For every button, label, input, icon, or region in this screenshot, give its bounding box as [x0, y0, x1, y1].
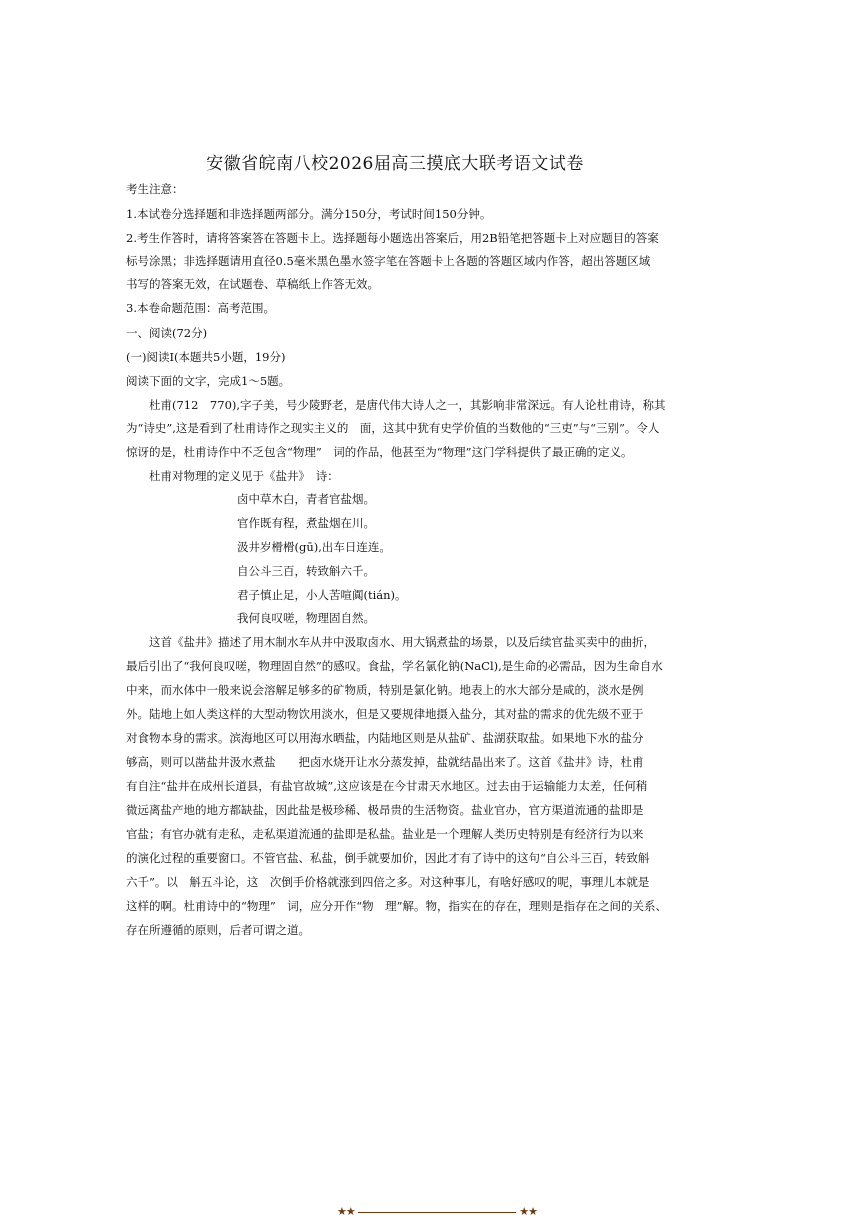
passage-line: 杜甫对物理的定义见于《盐井》 诗： [149, 469, 339, 483]
poem-line: 汲井岁榾榾(gū),出车日连连。 [237, 540, 391, 554]
poem-line: 君子慎止足，小人苦喧阗(tián)。 [237, 588, 407, 602]
page-title: 安徽省皖南八校2026届高三摸底大联考语文试卷 [206, 154, 584, 174]
section-part-heading: 一、阅读(72分) [126, 326, 208, 340]
notice-line: 1.本试卷分选择题和非选择题两部分。满分150分，考试时间150分钟。 [126, 207, 492, 221]
notice-line: 标号涂黑；非选择题请用直径0.5毫米黑色墨水签字笔在答题卡上各题的答题区域内作答，超出答题区域 [126, 254, 651, 268]
notice-line: 书写的答案无效，在试题卷、草稿纸上作答无效。 [126, 277, 379, 291]
notice-line: 3.本卷命题范围：高考范围。 [126, 301, 275, 315]
passage-line: 为“诗史”,这是看到了杜甫诗作之现实主义的 面，这其中犹有史学价值的当数他的“三吏”与“三别”。令人 [126, 421, 660, 435]
poem-line: 我何良叹嗟，物理固自然。 [237, 611, 375, 625]
passage-line: 惊讶的是，杜甫诗作中不乏包含“物理” 词的作品，他甚至为“物理”这门学科提供了最正确的定义。 [126, 445, 633, 459]
page-footer-ornament [337, 1205, 537, 1219]
passage-line: 对食物本身的需求。滨海地区可以用海水晒盐，内陆地区则是从盐矿、盐湖获取盐。如果地下水的盐分 [126, 731, 644, 745]
passage-line: 的演化过程的重要窗口。不管官盐、私盐，倒手就要加价，因此才有了诗中的这句“自公斗三百，转致斛 [126, 851, 650, 865]
passage-line: 这样的啊。杜甫诗中的“物理” 词，应分开作“物 理”解。物，指实在的存在，理则是指存在之间的关系、 [126, 899, 668, 913]
passage-line: 够高，则可以凿盐井汲水煮盐 把卤水烧开让水分蒸发掉，盐就结晶出来了。这首《盐井》诗，杜甫 [126, 755, 644, 769]
notice-line: 2.考生作答时，请将答案答在答题卡上。选择题每小题选出答案后，用2B铅笔把答题卡上对应题目的答案 [126, 231, 659, 245]
passage-line: 这首《盐井》描述了用木制水车从井中汲取卤水、用大锅煮盐的场景，以及后续官盐买卖中的曲折， [149, 635, 655, 649]
poem-line: 官作既有程，煮盐烟在川。 [237, 516, 375, 530]
notice-heading: 考生注意： [126, 182, 184, 196]
poem-line: 自公斗三百，转致斛六千。 [237, 564, 375, 578]
poem-line: 卤中草木白，青者官盐烟。 [237, 492, 375, 506]
passage-line: 有自注“盐井在成州长道县，有盐官故城”,这应该是在今甘肃天水地区。过去由于运输能力太差，任何稍 [126, 779, 648, 793]
section-sub-heading: (一)阅读Ⅰ(本题共5小题，19分) [126, 350, 286, 364]
passage-line: 中来，而水体中一般来说会溶解足够多的矿物质，特别是氯化钠。地表上的水大部分是咸的，淡水是例 [126, 683, 644, 697]
star-ornament-right-icon: ★★ [519, 1205, 537, 1218]
passage-line: 官盐；有官办就有走私，走私渠道流通的盐即是私盐。盐业是一个理解人类历史特别是有经济行为以来 [126, 827, 644, 841]
passage-line: 最后引出了“我何良叹嗟，物理固自然”的感叹。食盐，学名氯化钠(NaCl),是生命的必需品，因为生命自水 [126, 659, 663, 673]
passage-line: 杜甫(712 770),字子美，号少陵野老，是唐代伟大诗人之一，其影响非常深远。有人论杜甫诗，称其 [149, 398, 666, 412]
passage-line: 存在所遵循的原则，后者可谓之道。 [126, 923, 310, 937]
star-ornament-left-icon: ★★ [337, 1205, 355, 1218]
footer-rule [358, 1212, 517, 1213]
passage-line: 微远离盐产地的地方都缺盐，因此盐是极珍稀、极昂贵的生活物资。盐业官办，官方渠道流通的盐即是 [126, 803, 644, 817]
passage-line: 六千”。以 斛五斗论，这 次倒手价格就涨到四倍之多。对这种事儿，有啥好感叹的呢，事理儿本就是 [126, 875, 650, 889]
section-instruction: 阅读下面的文字，完成1～5题。 [126, 374, 291, 388]
passage-line: 外。陆地上如人类这样的大型动物饮用淡水，但是又要规律地摄入盐分，其对盐的需求的优先级不亚于 [126, 707, 644, 721]
